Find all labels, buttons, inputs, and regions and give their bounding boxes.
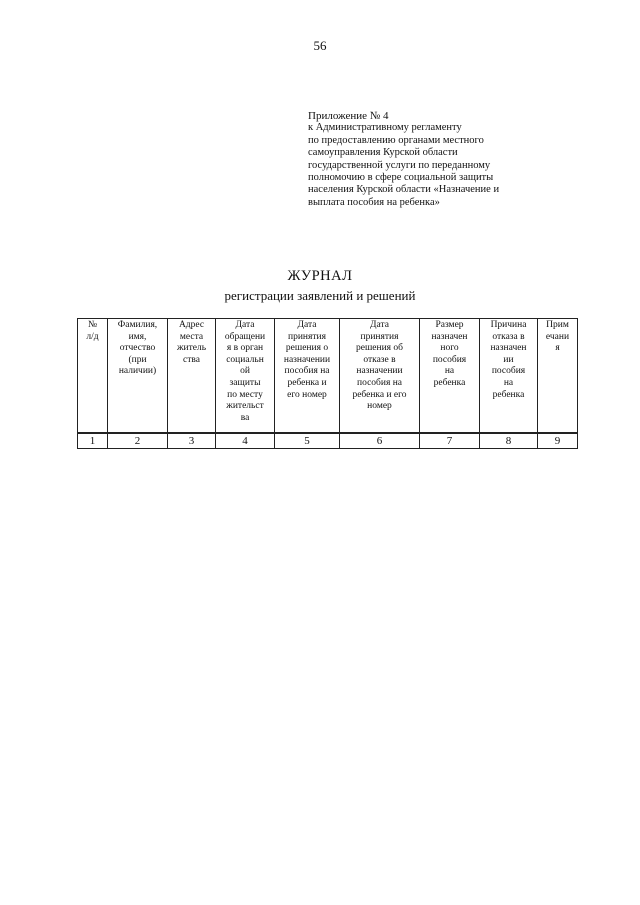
appendix-line: выплата пособия на ребенка» (308, 196, 440, 208)
header-cell (216, 319, 275, 434)
header-line: решения о (285, 343, 329, 354)
appendix-line: населения Курской области «Назначение и (308, 184, 500, 196)
column-number-cell: 6 (340, 433, 420, 449)
appendix-line: к Административному регламенту (308, 122, 462, 134)
header-cell (538, 319, 578, 434)
header-line: места (179, 331, 204, 342)
header-line: Размер (435, 320, 464, 330)
column-number-cell: 2 (108, 433, 168, 449)
header-cell (275, 319, 340, 434)
journal-title: ЖУРНАЛ (287, 268, 353, 284)
header-line: пособия (432, 354, 467, 365)
header-line: назначении (356, 366, 403, 377)
header-line: пособия (491, 366, 526, 377)
header-line: ребенка (492, 389, 525, 400)
header-line: отказа в (492, 331, 525, 342)
header-line: ребенка и его (352, 389, 407, 400)
header-line: на (444, 366, 455, 377)
header-line: назначен (431, 331, 468, 342)
header-line: Дата (297, 320, 317, 330)
header-cell (108, 319, 168, 434)
table-header-row (78, 319, 578, 434)
header-line: его номер (287, 389, 327, 400)
header-line: житель (176, 343, 207, 354)
header-cell (480, 319, 538, 434)
header-line: Прим (546, 320, 569, 330)
header-line: ного (440, 343, 459, 354)
header-line: ва (240, 412, 250, 423)
appendix-line: государственной услуги по переданному (308, 159, 491, 171)
header-line: ребенка (433, 377, 466, 388)
header-line: я в орган (226, 343, 264, 354)
journal-table (77, 318, 578, 449)
table-number-row (78, 433, 578, 449)
header-line: Фамилия, (117, 320, 158, 330)
header-line: имя, (128, 331, 147, 342)
appendix-block (308, 110, 558, 209)
appendix-line: полномочию в сфере социальной защиты (308, 172, 494, 184)
header-cell (420, 319, 480, 434)
header-line: принятия (360, 331, 399, 342)
header-line: номер (367, 401, 392, 412)
column-number-cell: 9 (538, 433, 578, 449)
header-line: принятия (288, 331, 326, 342)
header-line: (при (128, 354, 147, 365)
appendix-title: Приложение № 4 (308, 110, 389, 122)
header-cell (340, 319, 420, 434)
column-number-cell: 1 (78, 433, 108, 449)
header-line: назначен (490, 343, 527, 354)
header-cell (168, 319, 216, 434)
header-line: по месту (227, 389, 263, 400)
appendix-line: самоуправления Курской области (308, 147, 458, 159)
header-line: назначении (283, 354, 331, 365)
header-line: отказе в (363, 354, 396, 365)
header-line: ии (503, 354, 514, 365)
header-line: ечани (545, 331, 570, 342)
header-line: я (555, 343, 560, 354)
header-line: наличии) (118, 366, 157, 377)
header-line: ой (240, 366, 250, 377)
header-line: Дата (370, 320, 389, 330)
header-line: жительст (226, 401, 264, 412)
header-line: пособия на (284, 366, 330, 377)
header-line: социальн (226, 354, 264, 365)
column-number-cell: 3 (168, 433, 216, 449)
header-line: л/д (86, 331, 99, 342)
header-line: ства (183, 354, 200, 365)
column-number-cell: 7 (420, 433, 480, 449)
header-line: Причина (490, 320, 527, 330)
header-line: решения об (356, 343, 403, 354)
header-line: на (503, 377, 514, 388)
header-line: обращени (224, 331, 266, 342)
appendix-line: по предоставлению органами местного (308, 134, 484, 146)
header-line: № (87, 320, 98, 330)
column-number-cell: 8 (480, 433, 538, 449)
header-line: ребенка и (287, 377, 327, 388)
header-cell (78, 319, 108, 434)
header-line: отчество (119, 343, 156, 354)
journal-subtitle: регистрации заявлений и решений (224, 288, 416, 303)
column-number-cell: 5 (275, 433, 340, 449)
header-line: пособия на (357, 377, 402, 388)
header-line: Адрес (178, 320, 205, 330)
header-line: защиты (229, 377, 261, 388)
page-number: 56 (313, 38, 327, 53)
header-line: Дата (235, 320, 255, 330)
column-number-cell: 4 (216, 433, 275, 449)
